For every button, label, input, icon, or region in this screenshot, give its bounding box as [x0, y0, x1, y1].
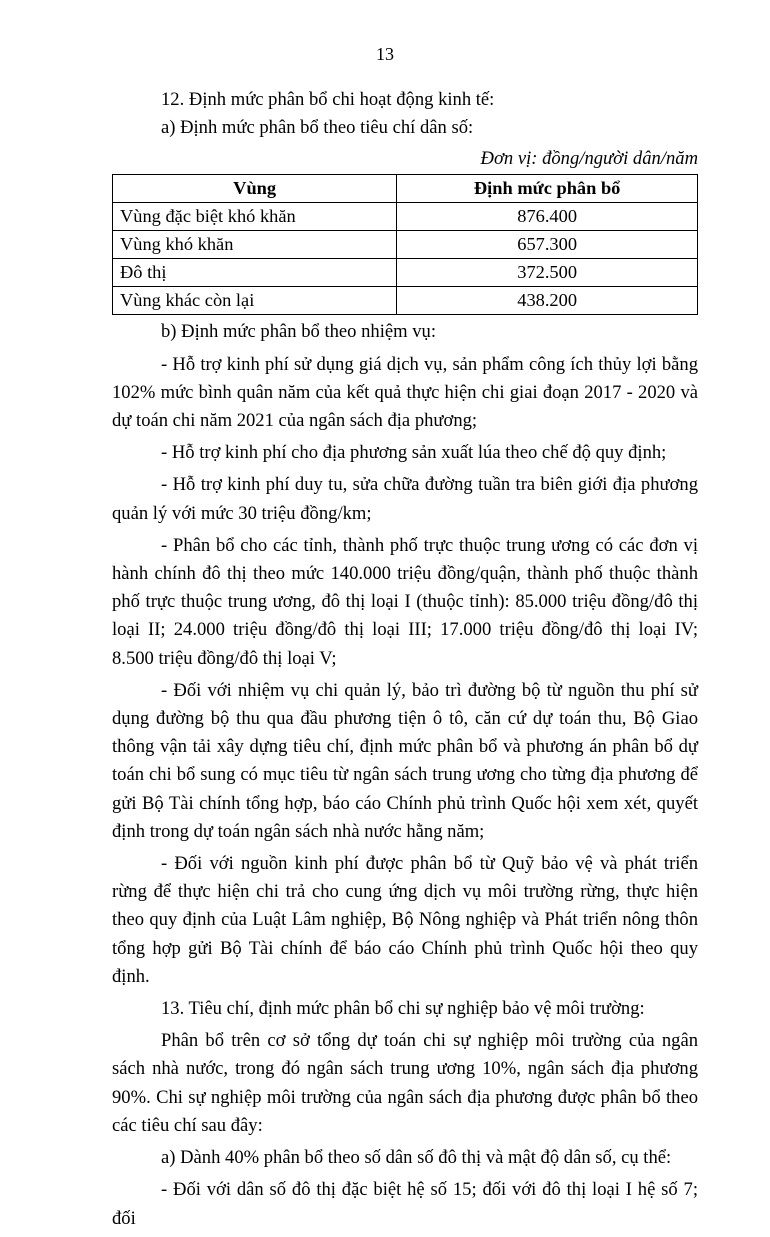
- value-cell: 438.200: [397, 287, 698, 315]
- list-item: - Hỗ trợ kinh phí duy tu, sửa chữa đường tuần tra biên giới địa phương quản lý với mức 30 triệu đồng/km;: [112, 474, 698, 524]
- value-cell: 657.300: [397, 231, 698, 259]
- allocation-table: [112, 174, 698, 315]
- section-13-intro: Phân bổ trên cơ sở tổng dự toán chi sự nghiệp môi trường của ngân sách nhà nước, trong đó ngân sách trung ương 10%, ngân sách địa phương 90%. Chi sự nghiệp môi trường của ngân sách địa phương được phân bổ theo các tiêu chí sau đây:: [112, 1030, 698, 1136]
- region-cell: Vùng đặc biệt khó khăn: [113, 203, 397, 231]
- section-12b-heading: b) Định mức phân bổ theo nhiệm vụ:: [161, 321, 436, 343]
- value-cell: 372.500: [397, 259, 698, 287]
- page-number: 13: [376, 44, 394, 64]
- list-item: - Đối với dân số đô thị đặc biệt hệ số 15; đối với đô thị loại I hệ số 7; đối: [112, 1179, 698, 1229]
- header-region: Vùng: [113, 175, 397, 203]
- value-cell: 876.400: [397, 203, 698, 231]
- list-item: - Phân bổ cho các tỉnh, thành phố trực thuộc trung ương có các đơn vị hành chính đô thị theo mức 140.000 triệu đồng/quận, thành phố thuộc thành phố trực thuộc trung ương, đô thị loại I (thuộc tỉnh): 85.000 triệu đồng/đô thị loại II; 24.000 triệu đồng/đô thị loại III; 17.000 triệu đồng/đô thị loại IV; 8.500 triệu đồng/đô thị loại V;: [112, 534, 698, 669]
- section-12a-heading: a) Định mức phân bổ theo tiêu chí dân số:: [161, 117, 474, 139]
- region-cell: Vùng khác còn lại: [113, 287, 397, 315]
- list-item: - Hỗ trợ kinh phí cho địa phương sản xuất lúa theo chế độ quy định;: [161, 442, 667, 464]
- list-item: - Đối với nhiệm vụ chi quản lý, bảo trì đường bộ từ nguồn thu phí sử dụng đường bộ thu qua đầu phương tiện ô tô, căn cứ dự toán thu, Bộ Giao thông vận tải xây dựng tiêu chí, định mức phân bổ và phương án phân bổ dự toán chi bổ sung có mục tiêu từ ngân sách trung ương cho từng địa phương để gửi Bộ Tài chính tổng hợp, báo cáo Chính phủ trình Quốc hội xem xét, quyết định trong dự toán ngân sách nhà nước hằng năm;: [112, 679, 698, 842]
- table-row: [113, 203, 698, 231]
- list-item: - Hỗ trợ kinh phí sử dụng giá dịch vụ, sản phẩm công ích thủy lợi bằng 102% mức bình quân năm của kết quả thực hiện chi giai đoạn 2017 - 2020 và dự toán chi năm 2021 của ngân sách địa phương;: [112, 353, 698, 432]
- table-header-row: [113, 175, 698, 203]
- section-13-heading: 13. Tiêu chí, định mức phân bổ chi sự nghiệp bảo vệ môi trường:: [161, 998, 645, 1020]
- section-13a-heading: a) Dành 40% phân bổ theo số dân số đô thị và mật độ dân số, cụ thể:: [161, 1147, 672, 1169]
- table-row: [113, 287, 698, 315]
- document-body: [112, 86, 698, 1237]
- section-12-heading: 12. Định mức phân bổ chi hoạt động kinh tế:: [161, 89, 495, 110]
- header-allocation: Định mức phân bổ: [397, 175, 698, 203]
- table-row: [113, 259, 698, 287]
- region-cell: Vùng khó khăn: [113, 231, 397, 259]
- list-item: - Đối với nguồn kinh phí được phân bổ từ Quỹ bảo vệ và phát triển rừng để thực hiện chi trả cho cung ứng dịch vụ môi trường rừng, thực hiện theo quy định của Luật Lâm nghiệp, Bộ Nông nghiệp và Phát triển nông thôn tổng hợp gửi Bộ Tài chính để báo cáo Chính phủ trình Quốc hội theo quy định.: [112, 853, 698, 987]
- region-cell: Đô thị: [113, 259, 397, 287]
- table-row: [113, 231, 698, 259]
- unit-label: Đơn vị: đồng/người dân/năm: [480, 148, 698, 170]
